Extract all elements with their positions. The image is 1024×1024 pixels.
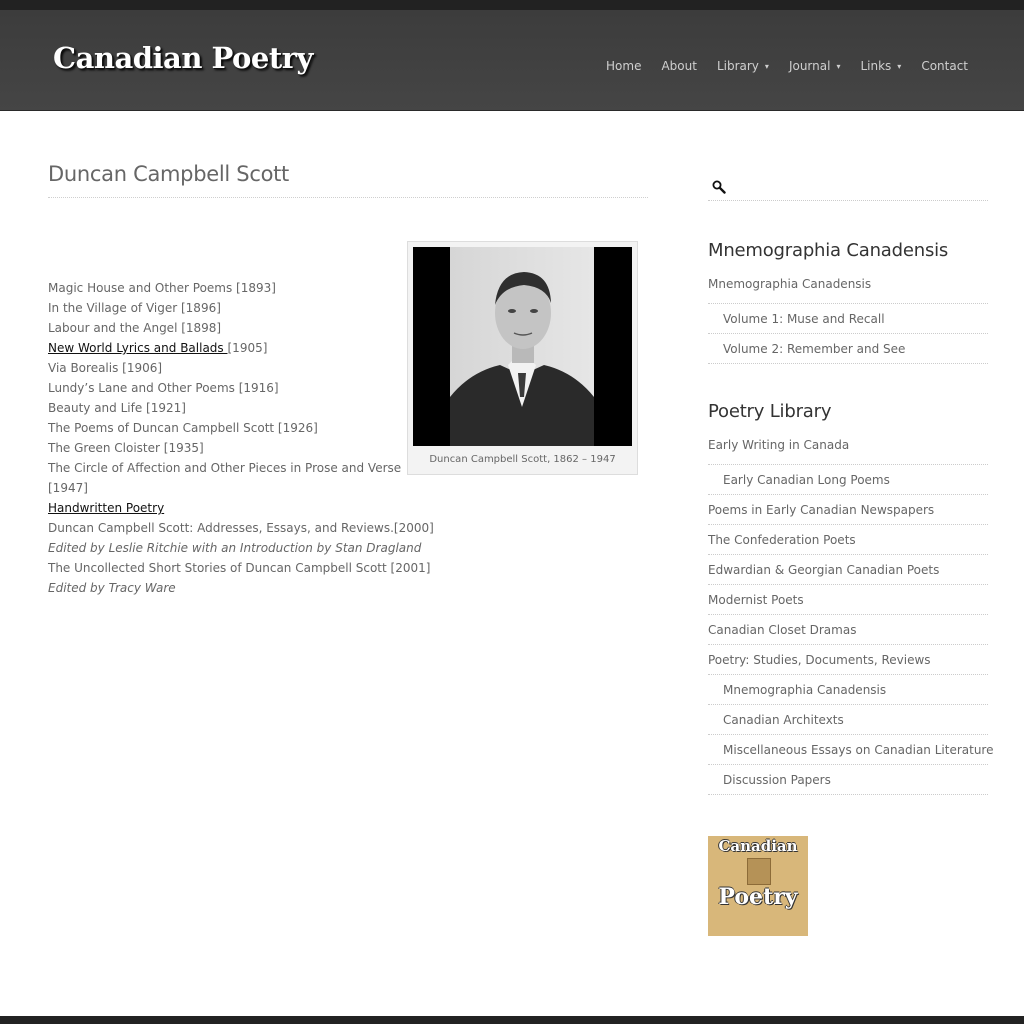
main-content xyxy=(48,150,648,595)
widget-title: Mnemographia Canadensis xyxy=(708,240,949,261)
main-nav xyxy=(596,59,978,73)
nav-journal-label: Journal xyxy=(788,59,831,73)
nav-journal[interactable] xyxy=(779,59,851,73)
list-item: Via Borealis [1906] xyxy=(48,361,163,375)
search-icon[interactable] xyxy=(712,180,726,194)
journal-cover-line2: Poetry xyxy=(718,884,798,910)
list-item: The Poems of Duncan Campbell Scott [1926] xyxy=(48,421,318,435)
list-item: Duncan Campbell Scott: Addresses, Essays, and Reviews.[2000] xyxy=(48,521,434,535)
page-title: Duncan Campbell Scott xyxy=(48,162,648,198)
search-input[interactable] xyxy=(732,176,986,198)
sidebar-link[interactable]: Miscellaneous Essays on Canadian Literature xyxy=(708,735,988,765)
site-header xyxy=(0,10,1024,111)
list-item: The Uncollected Short Stories of Duncan Campbell Scott [2001] xyxy=(48,561,431,575)
chevron-down-icon: ▾ xyxy=(897,61,902,71)
sidebar-link[interactable]: Early Canadian Long Poems xyxy=(708,465,988,495)
list-item: Labour and the Angel [1898] xyxy=(48,321,222,335)
nav-links-label: Links xyxy=(860,59,892,73)
site-logo[interactable]: Canadian Poetry xyxy=(53,41,313,75)
handwritten-poetry-link[interactable]: Handwritten Poetry xyxy=(48,501,165,515)
top-strip xyxy=(0,0,1024,10)
list-item: The Green Cloister [1935] xyxy=(48,441,204,455)
poetry-library-links xyxy=(708,435,994,795)
list-item: In the Village of Viger [1896] xyxy=(48,301,221,315)
list-item xyxy=(48,338,438,358)
sidebar-link[interactable]: Discussion Papers xyxy=(708,765,988,795)
sidebar-link[interactable]: Volume 2: Remember and See xyxy=(708,334,988,364)
nav-home[interactable] xyxy=(596,59,651,73)
site-footer xyxy=(0,1016,1024,1024)
portrait-frame xyxy=(413,247,632,446)
sidebar-link[interactable]: Modernist Poets xyxy=(708,585,988,615)
chevron-down-icon: ▾ xyxy=(764,61,769,71)
nav-about[interactable] xyxy=(651,59,706,73)
chevron-down-icon: ▾ xyxy=(836,61,841,71)
list-item: Lundy’s Lane and Other Poems [1916] xyxy=(48,381,279,395)
search-box xyxy=(708,170,988,201)
portrait-figure xyxy=(407,241,638,475)
list-item xyxy=(48,498,438,518)
sidebar-link[interactable]: Volume 1: Muse and Recall xyxy=(708,304,988,334)
sidebar-link[interactable]: Poetry: Studies, Documents, Reviews xyxy=(708,645,988,675)
list-item: Beauty and Life [1921] xyxy=(48,401,186,415)
sidebar-link[interactable]: Edwardian & Georgian Canadian Poets xyxy=(708,555,988,585)
cover-vignette xyxy=(747,858,771,885)
list-item: Magic House and Other Poems [1893] xyxy=(48,281,276,295)
list-item-note: Edited by Leslie Ritchie with an Introduction by Stan Dragland xyxy=(48,541,422,555)
mnemographia-widget xyxy=(708,240,988,364)
nav-links[interactable] xyxy=(850,59,911,73)
sidebar-link[interactable]: Mnemographia Canadensis xyxy=(708,675,988,705)
works-list xyxy=(48,278,438,598)
list-item: The Circle of Affection and Other Pieces in Prose and Verse [1947] xyxy=(48,461,402,495)
sidebar-link[interactable]: Early Writing in Canada xyxy=(708,435,988,465)
sidebar-link[interactable]: The Confederation Poets xyxy=(708,525,988,555)
nav-contact[interactable] xyxy=(911,59,978,73)
nav-about-label: About xyxy=(661,59,697,73)
sidebar-link[interactable]: Canadian Architexts xyxy=(708,705,988,735)
portrait-photo xyxy=(450,247,594,446)
new-world-lyrics-link[interactable]: New World Lyrics and Ballads xyxy=(48,341,228,355)
list-item-note: Edited by Tracy Ware xyxy=(48,581,176,595)
journal-cover-line1: Canadian xyxy=(718,837,798,855)
sidebar-link[interactable]: Poems in Early Canadian Newspapers xyxy=(708,495,988,525)
widget-title: Poetry Library xyxy=(708,401,832,422)
sidebar-link[interactable]: Mnemographia Canadensis xyxy=(708,274,988,304)
mnemographia-links xyxy=(708,274,988,364)
nav-library-label: Library xyxy=(716,59,759,73)
nav-home-label: Home xyxy=(606,59,642,73)
journal-cover-image[interactable] xyxy=(708,836,808,936)
poetry-library-widget xyxy=(708,401,994,795)
portrait-caption: Duncan Campbell Scott, 1862 – 1947 xyxy=(429,454,616,465)
nav-library[interactable] xyxy=(707,59,779,73)
sidebar-link[interactable]: Canadian Closet Dramas xyxy=(708,615,988,645)
list-item-year: [1905] xyxy=(227,341,268,355)
nav-contact-label: Contact xyxy=(921,59,968,73)
